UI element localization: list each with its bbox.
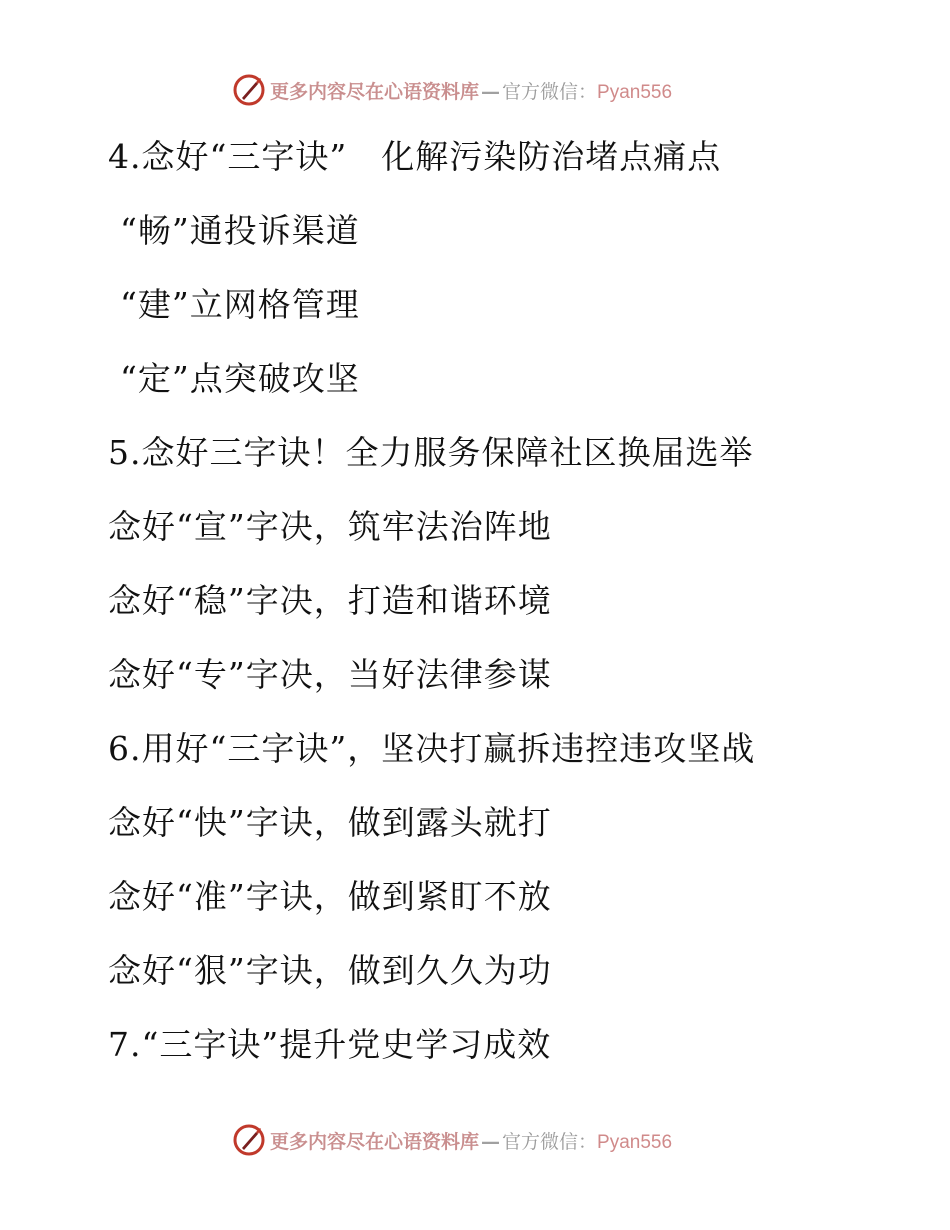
watermark-dash: — bbox=[481, 1130, 501, 1153]
watermark-site: 更多内容尽在心语资料库 bbox=[270, 80, 480, 103]
text-line: “建”立网格管理 bbox=[120, 285, 360, 324]
document-body bbox=[108, 120, 908, 1082]
watermark-id: Pyan556 bbox=[597, 1131, 673, 1153]
text-line: 念好“宣”字决，筑牢法治阵地 bbox=[108, 507, 552, 546]
watermark-official: 官方微信： bbox=[502, 80, 598, 103]
watermark-official: 官方微信： bbox=[502, 1130, 598, 1153]
text-line: 4.念好“三字诀” 化解污染防治堵点痛点 bbox=[108, 137, 722, 176]
watermark-header bbox=[232, 70, 672, 110]
text-line: 念好“专”字决，当好法律参谋 bbox=[108, 655, 552, 694]
text-line: 念好“稳”字决，打造和谐环境 bbox=[108, 581, 552, 620]
text-line: “定”点突破攻坚 bbox=[120, 359, 360, 398]
quill-pen-logo-icon bbox=[232, 73, 266, 107]
quill-pen-logo-icon bbox=[232, 1123, 266, 1157]
text-line: 5.念好三字诀！全力服务保障社区换届选举 bbox=[108, 433, 754, 472]
watermark-dash: — bbox=[481, 80, 501, 103]
text-line: “畅”通投诉渠道 bbox=[120, 211, 360, 250]
watermark-text bbox=[270, 1127, 672, 1154]
text-line: 7.“三字诀”提升党史学习成效 bbox=[108, 1025, 552, 1064]
text-line: 念好“准”字诀，做到紧盯不放 bbox=[108, 877, 552, 916]
text-line: 念好“狠”字诀，做到久久为功 bbox=[108, 951, 552, 990]
watermark-id: Pyan556 bbox=[597, 81, 673, 103]
watermark-site: 更多内容尽在心语资料库 bbox=[270, 1130, 480, 1153]
watermark-footer bbox=[232, 1120, 672, 1160]
watermark-text bbox=[270, 77, 672, 104]
text-line: 念好“快”字诀，做到露头就打 bbox=[108, 803, 552, 842]
text-line: 6.用好“三字诀”，坚决打赢拆违控违攻坚战 bbox=[108, 729, 756, 768]
